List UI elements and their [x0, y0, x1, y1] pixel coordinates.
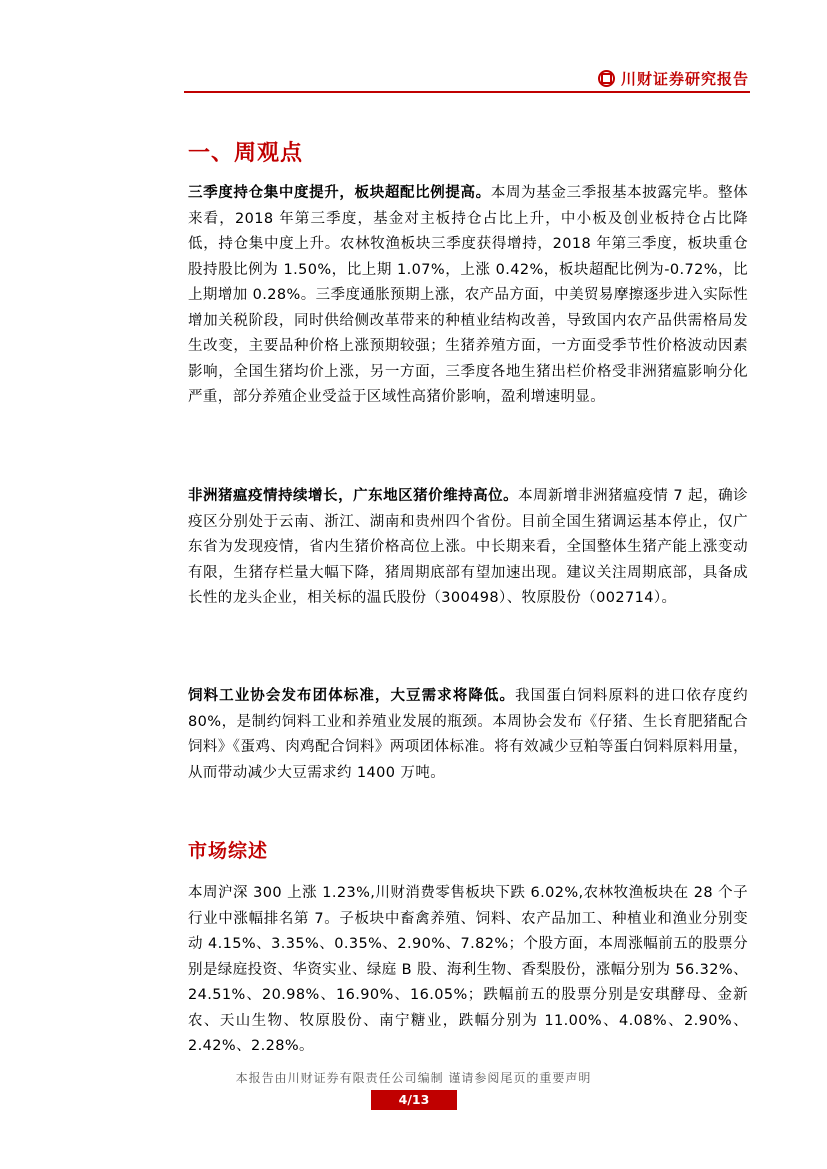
paragraph-holdings-concentration	[188, 181, 748, 411]
paragraph-body: 本周新增非洲猪瘟疫情 7 起，确诊疫区分别处于云南、浙江、湖南和贵州四个省份。目前全国生猪调运基本停止，仅广东省为发现疫情，省内生猪价格高位上涨。中长期来看，全国整体生猪产能上涨变动有限，生猪存栏量大幅下降，猪周期底部有望加速出现。建议关注周期底部，具备成长性的龙头企业，相关标的温氏股份（300498）、牧原股份（002714）。	[188, 488, 748, 606]
paragraph-lead: 非洲猪瘟疫情持续增长，广东地区猪价维持高位。	[188, 488, 519, 504]
section-heading-weekly-view: 一、周观点	[188, 140, 304, 166]
paragraph-feed-standard	[188, 684, 748, 786]
brand-name: 川财证券研究报告	[620, 70, 749, 88]
page-number: 4/13	[371, 1090, 457, 1110]
footer-disclaimer: 本报告由川财证券有限责任公司编制 谨请参阅尾页的重要声明	[235, 1071, 592, 1085]
header-brand	[598, 68, 749, 89]
paragraph-lead: 三季度持仓集中度提升，板块超配比例提高。	[188, 185, 491, 201]
paragraph-market-review: 本周沪深 300 上涨 1.23%,川财消费零售板块下跌 6.02%,农林牧渔板块在 28 个子行业中涨幅排名第 7。子板块中畜禽养殖、饲料、农产品加工、种植业和渔业分别变动 4.15%、3.35%、0.35%、2.90%、7.82%；个股方面，本周涨幅前五的股票分别是绿庭投资、华资实业、绿庭 B 股、海利生物、香梨股份，涨幅分别为 56.32%、24.51%、20.98%、16.90%、16.05%；跌幅前五的股票分别是安琪酵母、金新农、天山生物、牧原股份、南宁糖业，跌幅分别为 11.00%、4.08%、2.90%、2.42%、2.28%。	[188, 885, 748, 1054]
section-heading-market-review: 市场综述	[188, 840, 269, 862]
paragraph-body: 我国蛋白饲料原料的进口依存度约 80%，是制约饲料工业和养殖业发展的瓶颈。本周协会发布《仔猪、生长育肥猪配合饲料》《蛋鸡、肉鸡配合饲料》两项团体标准。将有效减少豆粕等蛋白饲料原料用量，从而带动减少大豆需求约 1400 万吨。	[188, 688, 748, 781]
paragraph-body: 本周为基金三季报基本披露完毕。整体来看，2018 年第三季度，基金对主板持仓占比上升，中小板及创业板持仓占比降低，持仓集中度上升。农林牧渔板块三季度获得增持，2018 年第三季度，板块重仓股持股比例为 1.50%，比上期 1.07%，上涨 0.42%，板块超配比例为-0.72%，比上期增加 0.28%。三季度通胀预期上涨，农产品方面，中美贸易摩擦逐步进入实际性增加关税阶段，同时供给侧改革带来的种植业结构改善，导致国内农产品供需格局发生改变，主要品种价格上涨预期较强；生猪养殖方面，一方面受季节性价格波动因素影响，全国生猪均价上涨，另一方面，三季度各地生猪出栏价格受非洲猪瘟影响分化严重，部分养殖企业受益于区域性高猪价影响，盈利增速明显。	[188, 185, 748, 405]
brand-logo-icon	[598, 70, 615, 87]
paragraph-lead: 饲料工业协会发布团体标准，大豆需求将降低。	[188, 688, 516, 704]
paragraph-african-swine-fever	[188, 484, 748, 612]
header-rule	[184, 91, 750, 93]
